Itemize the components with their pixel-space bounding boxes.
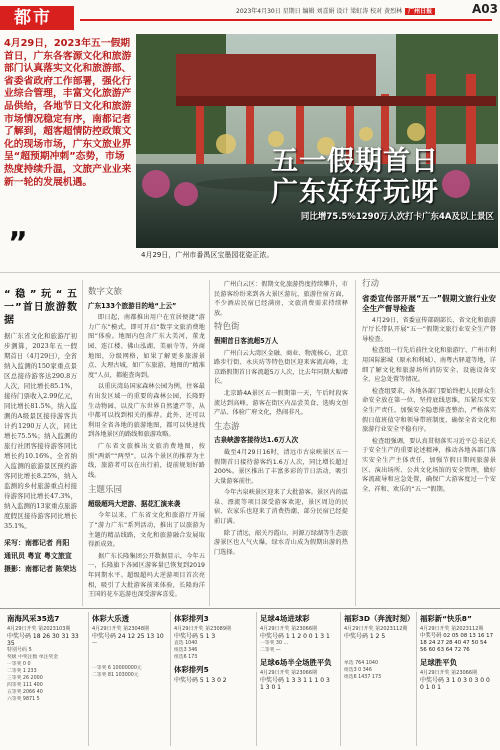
digital-paragraph: 广东省文旅推出文旅消费地图，按照“两新”“两型”，以各个景区的推荐为主线，旅游者可以在出行前，提前规划好路线。 [88,442,205,479]
lottery-row: 二等奖 — [260,648,281,653]
lottery-title: 福彩新“快乐8” [420,614,472,623]
lottery-numbers: 中奖号码 02 05 08 13 16 17 18 24 27 28 40 47 50 54 56 60 63 64 72 76 [420,633,493,653]
lottery-row: 组选3 0 346 [344,668,372,673]
section-divider [0,272,500,273]
lottery-row: 二等奖 1 233 [7,669,37,674]
header-meta [236,6,435,15]
lottery-title: 足球4场进球彩 [260,614,310,623]
lottery-numbers: 中奖号码 5 1 3 [174,633,216,640]
header-rule [80,19,492,21]
quote-mark-icon: ” [8,226,28,261]
digital-paragraph: 以重庆湾岛国家森林公园为例，住客最有出发区域一的重要的森林公园，长隆野生动物园、以及广东世界自然遗产等，从中都可以找到相关的推荐。此外，还可以利用全省各地的旅游地图，都可以快速找到各地景区的路线和旅游攻略。 [88,383,205,439]
lead-paragraph: 4月29日，2023年五一假期首日，广东各客源文化和旅游部门认真落实文化和旅游部、省委省政府工作部署，强化行业综合管理，丰富文化旅游产品供给，各地节日文化和旅游市场情况稳定有序，南都记者了解到，超客超情防控政策文化的现场市场，广东文旅业界呈“超预期冲刺”态势，市场热度持续升温，文旅产业业来新一轮的发展机遇。 [4,38,132,188]
lottery-title: 足球6场半全场胜平负 [260,658,332,667]
lottery-row: 六等奖 9871 5 [7,697,40,702]
lottery-line: 4月29日开奖 第23066期 [260,670,318,676]
street-paragraph: 北京路4A景区五一假期第一天，午后时段客流达到高峰，游客在街区内品尝美食、选购文创产品、体验广府文化，热闹非凡。 [214,389,348,417]
header-meta-text: 2023年4月30日 星期日 编辑 刘喜娟 设计 梁虹涛 校对 黄烈林 [236,8,403,15]
lottery-row: 直选 1040 [174,641,198,646]
action-paragraph: 检查组要求，各地各部门要始终把人民群众生命安全放在第一位，坚持底线思维，压紧压实安全生产责任，加强安全隐患排查整治，严格落实假日值班值守和领导带班制度，确保全省文化和旅游行业安全平稳有序。 [362,387,496,434]
lottery-box [340,612,414,746]
lottery-line: 4月29日开奖 第23066期 [420,670,478,676]
column-divider [209,280,210,606]
column-action [362,280,496,496]
action-paragraph: 4月29日，省委宣传部副部长、省文化和旅游厅厅长带队开展“五一”假期文旅行业安全生产督导检查。 [362,316,496,343]
lottery-divider [0,608,500,609]
digital-section-label: 数字文旅 [88,287,123,297]
action-title: 省委宣传部开展“五一”假期文旅行业安全生产督导检查 [362,293,496,313]
stats-title: “稳”玩“五一”首日旅游数据 [4,289,77,326]
eco-paragraph: 除了清远，韶关丹霞山、河源万绿湖等生态旅游景区也人气火爆，绿水青山成为假期出游的热门选择。 [214,529,348,556]
headline-subhead: 同比增75.5%1290万人次打卡广东4A及以上景区 [300,212,494,222]
lottery-row: 奖级 中奖注数 单注奖金 [7,655,59,660]
eco-title: 古泉峡游客接待达1.6万人次 [214,436,299,445]
headline-line-1: 五一假期首日 [271,146,439,177]
street-section-label: 特色街 [214,322,240,333]
headline-line-2: 广东好好玩呀 [271,177,439,208]
photo-headline-block [216,146,494,222]
eco-section-label: 生态游 [214,421,240,432]
theme-title: 超级超玛大逆游、据花汇演来袭 [88,499,181,508]
action-paragraph: 检查组强调，要认真贯彻落实习近平总书记关于安全生产的重要论述精神，推动各地各部门落实安全生产主体责任，加强节假日期间旅游景区、演出场所、公共文化场馆的安全管理，做好客流疏导和应急处置，确保广大游客度过一个安全、祥和、欢乐的“五一”假期。 [362,437,496,493]
column-street [214,280,348,559]
street-intro: 广州白云区：假期文化旅游热度持续攀升，市民游客纷纷来到各大景区游玩，旅游住宿方面，不少酒店民宿已经满房，文旅消费需求持续释放。 [214,281,348,317]
lottery-box [88,612,168,746]
lottery-numbers: 中奖号码 3 1 0 3 0 3 0 0 0 1 0 1 [420,677,490,691]
lottery-row: 五等奖 2066 40 [7,690,43,695]
section-label: 都市 [0,6,74,30]
theme-section-label: 主题乐园 [88,485,123,496]
lottery-line: 4月29日开奖 第2023103期 [7,626,71,632]
lottery-line: 特别号码 5 [7,647,32,653]
theme-paragraph: 今年以来，广东省文化和旅游厅开展了“游力广东”系列活动，推出了以旅游为主题的精品线路，文化和旅游融合发展取得新成效。 [88,512,205,549]
column-divider [355,280,356,606]
lottery-row: 三等奖 26 2000 [7,676,43,681]
lottery-row: 一等奖 6 10000000元 [92,666,142,671]
lottery-line: 4月29日开奖 第23048期 [92,626,150,632]
street-title: 假期首日客流超5万人 [214,336,278,345]
credit-correspondent: 通讯员 粤宣 粤文旅宣 [4,552,72,560]
lottery-row: 组选6 1437 173 [344,675,382,680]
lottery-title: 福彩3D（奔流时刻） [344,614,415,623]
lottery-title: 体彩排列5 [174,665,209,674]
photo-caption: 4月29日，广州市番禺区宝墨园花姿正浓。 [141,251,274,259]
lottery-row: 一等奖 0 0 [7,662,31,667]
column-digital [88,288,205,602]
credits [4,537,77,576]
action-section-label: 行动 [362,279,380,289]
lottery-line: 4月29日开奖 第2023112期 [344,626,408,632]
lottery-numbers: 中奖号码 1 1 2 0 0 1 3 1 [260,633,330,640]
stats-paragraph: 据广东省文化和旅游厅初步测算，2023年五一假期首日（4月29日），全省纳入监测的150家重点景区总接待游客达290.8万人次，同比增长85.1%，接待门票收入2.99亿元，同比增长81.5%，纳入监测的A级景区接待游客共计约1290万人次，同比增长75.5%；纳入监测的旅行社团客接待游客同比增长约10.16%。全省纳入监测的旅游景区预约游客同比增长8.25%，纳入监测的乡村旅游重点村接待游客同比增长47.3%，纳入监测的13家重点旅游度假区接待游客同比增长35.1%。 [4,332,77,530]
lottery-row: 四等奖 111 400 [7,683,43,688]
lottery-title: 南海风采35选7 [7,614,60,623]
theme-paragraph: 据广东长隆集团公开数据显示，今年五一，长隆旗下各园区游客量已恢复到2019年同期水平。超级超玛大逆游项目首次亮相，吸引了大批游客前来体验，长隆海洋王国的花车巡游也深受游客喜爱。 [88,552,205,599]
digital-title: 广东133个旅游目的地“上云” [88,301,177,310]
lottery-line: 4月29日开奖 第23066期 [260,626,318,632]
lottery-numbers: 中奖号码 18 26 30 31 33 35 [7,633,79,647]
street-paragraph: 广州白云大湾区金融、商业、物流核心，北京路步行街、永庆坊等特色街区迎来客流高峰，北京路假期首日客流超5万人次，比去年同期大幅增长。 [214,349,348,386]
lottery-line: — [92,640,97,646]
eco-paragraph: 截至4月29日16时，清远市古泉峡景区五一假期首日接待游客约1.6万人次，同比增长超过200%。景区推出了丰富多彩的节日活动，吸引大量游客前往。 [214,448,348,485]
lottery-box [4,612,86,746]
lottery-numbers: 中奖号码 24 12 25 13 10 [92,633,164,640]
credit-writer: 采写：南都记者 肖阳 [4,539,70,547]
lottery-box [170,612,254,746]
lottery-numbers: 中奖号码 1 2 5 [344,633,386,640]
page-header [0,0,500,34]
lottery-line: 4月29日开奖 第23089期 [174,626,232,632]
lottery-row: 一等奖 30 ... [260,641,289,646]
lottery-numbers: 中奖号码 5 1 3 0 2 [174,677,227,684]
lottery-title: 体彩大乐透 [92,614,129,623]
credit-photographer: 摄影：南都记者 陈荣达 [4,565,77,573]
lottery-line: 4月29日开奖 第2023112期 [420,626,484,632]
lottery-title: 足球胜平负 [420,658,457,667]
column-divider [82,280,83,606]
lottery-row: 组选3 346 [174,648,198,653]
lottery-box [256,612,338,746]
lottery-numbers: 中奖号码 1 3 3 1 1 1 0 3 1 3 0 1 [260,677,330,691]
digital-paragraph: 即日起，南都推出用户在宜居便捷“游力广东”模式，即可开启“数字文旅消费地图”体验。地图内包含广东大美河，董龙园、连江楼、佛山泓湖、美丽寺等，外商地图，分级网格，如果了解更多旅游景点、大理古城，如广东旅游，地图的“精准度”人员，都能查询到。 [88,314,205,379]
lottery-box [416,612,496,746]
eco-paragraph: 今年古泉峡景区迎来了大批游客。景区内的温泉、漂流等项目深受游客欢迎，景区周边的民宿、农家乐也迎来了消费热潮，部分民宿已经提前订满。 [214,489,348,526]
lottery-row: 单选 764 1040 [344,661,379,666]
action-paragraph: 检查组一行先后前往文化和旅游厅、广州市利用国际影城（原永和利城）、南粤古驿道等地，详细了解文化和旅游场所消防安全、设施设备安全、应急处置等情况。 [362,347,496,384]
lottery-results [4,612,496,746]
lottery-row: 组选6 173 [174,655,198,660]
page-number: A03 [472,2,498,16]
lottery-row: 二等奖 81 103000元 [92,673,139,678]
lottery-title: 体彩排列3 [174,614,209,623]
column-stats [4,288,77,576]
header-badge: 广州日报 [405,8,435,15]
